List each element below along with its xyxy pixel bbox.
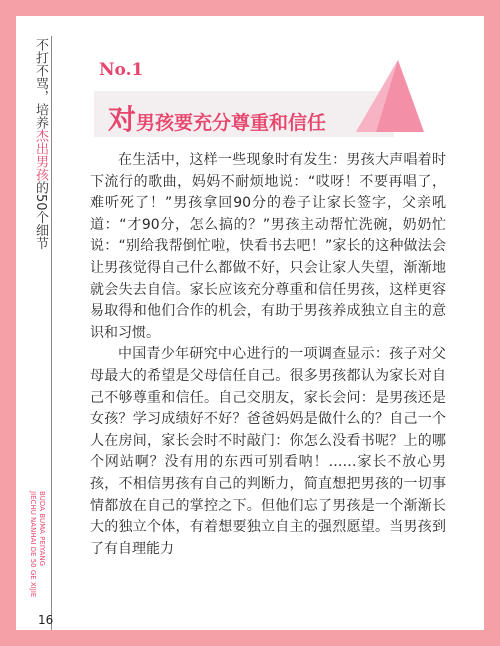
chapter-title-first-char: 对 bbox=[108, 103, 137, 136]
body-paragraph: 在生活中，这样一些现象时有发生：男孩大声唱着时下流行的歌曲，妈妈不耐烦地说：“哎呀！不要再唱了，难听死了！”男孩拿回90分的卷子让家长签字，父亲吼道：“才90分，怎么搞的？”男孩主动帮忙洗碗，奶奶忙说：“别给我帮倒忙啦，快看书去吧！”家长的这种做法会让男孩觉得自己什么都做不好，只会让家人失望，渐渐地就会失去自信。家长应该充分尊重和信任男孩，这样更容易取得和他们合作的机会，有助于男孩养成独立自主的意识和习惯。 bbox=[90, 152, 446, 341]
body-text bbox=[90, 150, 446, 560]
book-title-highlight: 杰出男孩 bbox=[33, 129, 48, 181]
corner-triangle-decoration bbox=[346, 60, 426, 132]
triangle-icon bbox=[346, 60, 426, 132]
pinyin-subtitle: BUDA BUMA PEIYANG JIECHU NANHAI DE 50 GE XIJIE bbox=[29, 491, 46, 598]
running-book-title bbox=[32, 38, 48, 250]
book-title-post: 的50个细节 bbox=[33, 181, 48, 250]
body-paragraph: 中国青少年研究中心进行的一项调查显示：孩子对父母最大的希望是父母信任自己。很多男孩都认为家长对自己不够尊重和信任。自己交朋友，家长会问：是男孩还是女孩？学习成绩好不好？爸爸妈妈是做什么的？自己一个人在房间，家长会时不时敲门：你怎么没看书呢？上的哪个网站啊？没有用的东西可别看呐！……家长不放心男孩，不相信男孩有自己的判断力，简直想把男孩的一切事情都放在自己的掌控之下。但他们忘了男孩是一个渐渐长大的独立个体，有着想要独立自主的强烈愿望。当男孩到了有自理能力 bbox=[90, 346, 446, 557]
chapter-title bbox=[108, 98, 326, 138]
book-title-pre: 不打不骂，培养 bbox=[33, 38, 48, 129]
book-page bbox=[16, 16, 484, 630]
section-number: No.1 bbox=[99, 60, 144, 80]
chapter-title-rest: 男孩要充分尊重和信任 bbox=[136, 112, 327, 134]
margin-divider bbox=[51, 36, 52, 630]
page-number: 16 bbox=[38, 613, 54, 627]
